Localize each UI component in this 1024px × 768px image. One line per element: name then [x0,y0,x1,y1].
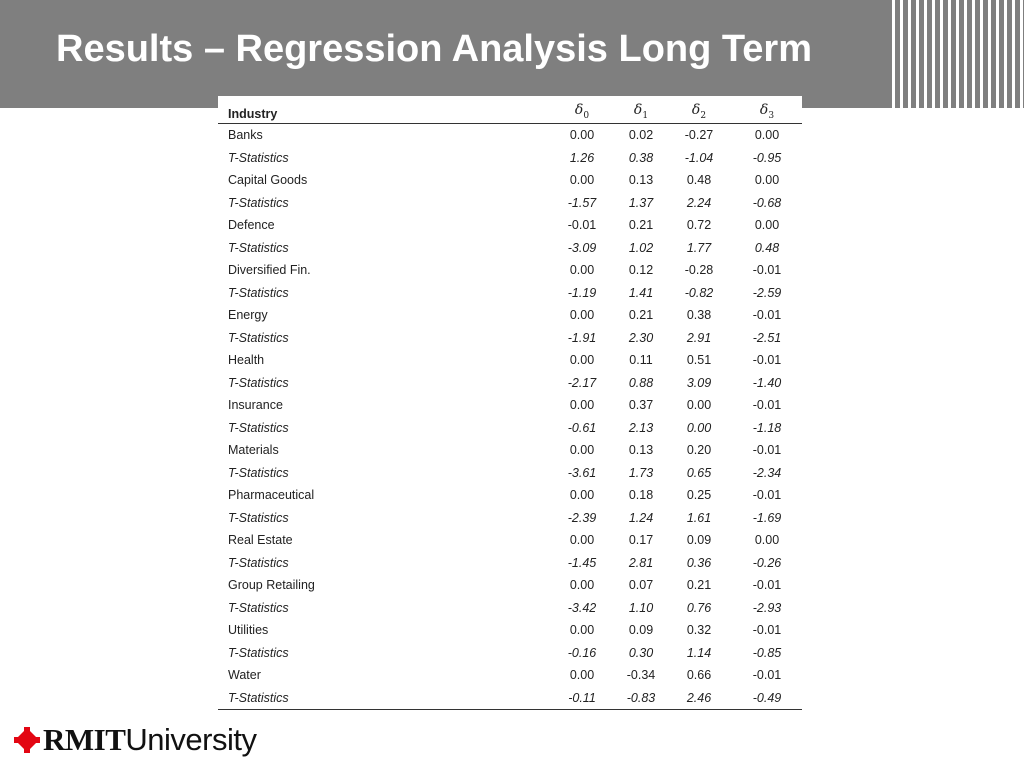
row-label: Materials [228,443,279,458]
row-label: T-Statistics [228,555,289,570]
cell-value: 2.81 [628,555,654,570]
cell-value: 0.00 [569,308,595,323]
cell-value: 3.09 [686,375,712,390]
row-label: Energy [228,308,268,323]
cell-value: -0.28 [684,263,714,278]
cell-value: -0.85 [752,645,782,660]
coefficient-row [218,664,802,687]
cell-value: -0.49 [732,687,802,710]
cell-value: -0.61 [567,420,597,435]
cell-value: 0.00 [569,398,595,413]
cell-value: 1.10 [628,600,654,615]
cell-value: 0.00 [754,533,780,548]
row-label: Diversified Fin. [228,263,311,278]
cell-value: -1.45 [567,555,597,570]
cell-value: 0.13 [628,443,654,458]
cell-value: 2.24 [686,195,712,210]
coef-header-sub: 2 [700,111,707,121]
cell-value: 0.65 [686,465,712,480]
tstat-row [218,372,802,395]
coefficient-row [218,574,802,597]
cell-value: 0.00 [754,218,780,233]
cell-value: 0.00 [686,398,712,413]
tstat-row [218,462,802,485]
cell-value: 0.38 [686,308,712,323]
cell-value: 0.51 [686,353,712,368]
cell-value: 0.25 [686,488,712,503]
row-label: T-Statistics [228,600,289,615]
cell-value: 1.37 [628,195,654,210]
cell-value: 0.48 [754,240,780,255]
row-label: Water [228,668,261,683]
coef-header [666,96,732,124]
row-label: T-Statistics [228,330,289,345]
cell-value: -0.11 [548,687,616,710]
cell-value: -2.51 [752,330,782,345]
coef-header-symbol: δ [759,102,769,119]
row-label: Real Estate [228,533,293,548]
coef-header [732,96,802,124]
cell-value: 0.38 [628,150,654,165]
cell-value: -0.83 [616,687,666,710]
row-label: Group Retailing [228,578,315,593]
cell-value: 0.48 [686,173,712,188]
cell-value: 0.00 [569,263,595,278]
cell-value: 0.00 [569,128,595,143]
row-label: T-Statistics [228,465,289,480]
tstat-row [218,687,802,710]
cell-value: -0.01 [752,443,782,458]
regression-table-panel [218,96,802,713]
tstat-row [218,552,802,575]
coefficient-row [218,304,802,327]
row-label: Defence [228,218,275,233]
cell-value: -0.27 [684,128,714,143]
tstat-row [218,327,802,350]
cell-value: 0.36 [686,555,712,570]
cell-value: -0.01 [752,308,782,323]
cell-value: 0.00 [569,488,595,503]
row-label: T-Statistics [228,285,289,300]
row-label: T-Statistics [228,420,289,435]
coefficient-row [218,484,802,507]
cell-value: -0.95 [752,150,782,165]
cell-value: -1.57 [567,195,597,210]
coef-header [548,96,616,124]
coef-header-symbol: δ [691,102,701,119]
cell-value: -0.01 [752,263,782,278]
cell-value: -1.91 [567,330,597,345]
cell-value: 0.00 [569,668,595,683]
cell-value: -0.01 [567,218,597,233]
table-body [218,124,802,710]
cell-value: 0.18 [628,488,654,503]
cell-value: 2.91 [686,330,712,345]
cell-value: 0.00 [686,420,712,435]
coef-header-symbol: δ [574,102,584,119]
cell-value: 1.61 [686,510,712,525]
cell-value: -2.39 [567,510,597,525]
cell-value: 0.00 [569,353,595,368]
cell-value: 1.26 [569,150,595,165]
cell-value: -1.18 [752,420,782,435]
cell-value: 0.13 [628,173,654,188]
cell-value: 0.09 [628,623,654,638]
row-label: Health [228,353,265,368]
row-label: T-Statistics [228,195,289,210]
cell-value: 0.00 [569,533,595,548]
cell-value: 0.00 [569,578,595,593]
cell-value: -0.16 [567,645,597,660]
cell-value: -0.01 [752,623,782,638]
cell-value: -1.40 [752,375,782,390]
cell-value: 0.66 [686,668,712,683]
row-label: T-Statistics [228,240,289,255]
cell-value: 1.14 [686,645,712,660]
coefficient-row [218,214,802,237]
cell-value: 0.00 [569,173,595,188]
cell-value: 1.24 [628,510,654,525]
cell-value: 0.21 [628,308,654,323]
decorative-stripes [887,0,1024,108]
cell-value: 2.13 [628,420,654,435]
cell-value: 2.46 [666,687,732,710]
tstat-row [218,507,802,530]
industry-header: Industry [218,96,548,124]
tstat-row [218,192,802,215]
cell-value: 0.00 [569,443,595,458]
cell-value: 0.76 [686,600,712,615]
cell-value: -0.82 [684,285,714,300]
row-label: Capital Goods [228,173,308,188]
row-label: T-Statistics [228,150,289,165]
cell-value: -2.93 [752,600,782,615]
coefficient-row [218,349,802,372]
logo-text-light: University [125,722,257,757]
cell-value: 0.00 [754,173,780,188]
cell-value: 1.02 [628,240,654,255]
cell-value: -2.17 [567,375,597,390]
tstat-row [218,597,802,620]
cell-value: -0.68 [752,195,782,210]
cell-value: -1.04 [684,150,714,165]
coef-header-sub: 1 [642,111,649,121]
cell-value: 0.30 [628,645,654,660]
cell-value: 0.72 [686,218,712,233]
regression-table [218,96,802,710]
row-label: T-Statistics [218,687,548,710]
cell-value: -3.42 [567,600,597,615]
coefficient-row [218,124,802,147]
cell-value: -1.69 [752,510,782,525]
cell-value: 0.88 [628,375,654,390]
coefficient-row [218,259,802,282]
cell-value: 1.41 [628,285,654,300]
cell-value: -0.26 [752,555,782,570]
cell-value: -0.34 [626,668,656,683]
row-label: T-Statistics [228,375,289,390]
cell-value: 0.00 [569,623,595,638]
coefficient-row [218,169,802,192]
tstat-row [218,417,802,440]
cell-value: 0.02 [628,128,654,143]
cell-value: 0.21 [628,218,654,233]
coefficient-row [218,529,802,552]
cell-value: -0.01 [752,353,782,368]
rmit-pixel-icon [14,727,40,753]
coef-header-symbol: δ [633,102,643,119]
row-label: T-Statistics [228,510,289,525]
cell-value: 0.07 [628,578,654,593]
cell-value: -0.01 [752,488,782,503]
row-label: Insurance [228,398,283,413]
cell-value: 0.32 [686,623,712,638]
coef-header-sub: 3 [768,111,775,121]
coefficient-row [218,394,802,417]
coefficient-row [218,439,802,462]
row-label: Pharmaceutical [228,488,315,503]
cell-value: 0.20 [686,443,712,458]
table-header-row [218,96,802,124]
coef-header [616,96,666,124]
cell-value: -2.34 [752,465,782,480]
cell-value: 0.00 [754,128,780,143]
cell-value: -2.59 [752,285,782,300]
tstat-row [218,237,802,260]
cell-value: -3.09 [567,240,597,255]
cell-value: 0.21 [686,578,712,593]
slide-title: Results – Regression Analysis Long Term [56,28,812,70]
tstat-row [218,642,802,665]
row-label: T-Statistics [228,645,289,660]
cell-value: -1.19 [567,285,597,300]
cell-value: -0.01 [752,398,782,413]
tstat-row [218,282,802,305]
cell-value: -3.61 [567,465,597,480]
row-label: Banks [228,128,263,143]
rmit-logo [14,720,256,760]
coefficient-row [218,619,802,642]
tstat-row [218,147,802,170]
cell-value: 1.77 [686,240,712,255]
row-label: Utilities [228,623,269,638]
coef-header-sub: 0 [583,111,590,121]
cell-value: 0.17 [628,533,654,548]
cell-value: -0.01 [752,668,782,683]
logo-text-bold: RMIT [43,722,126,757]
cell-value: 0.37 [628,398,654,413]
cell-value: 1.73 [628,465,654,480]
cell-value: 0.12 [628,263,654,278]
cell-value: 0.11 [629,353,653,368]
cell-value: -0.01 [752,578,782,593]
cell-value: 2.30 [628,330,654,345]
cell-value: 0.09 [686,533,712,548]
